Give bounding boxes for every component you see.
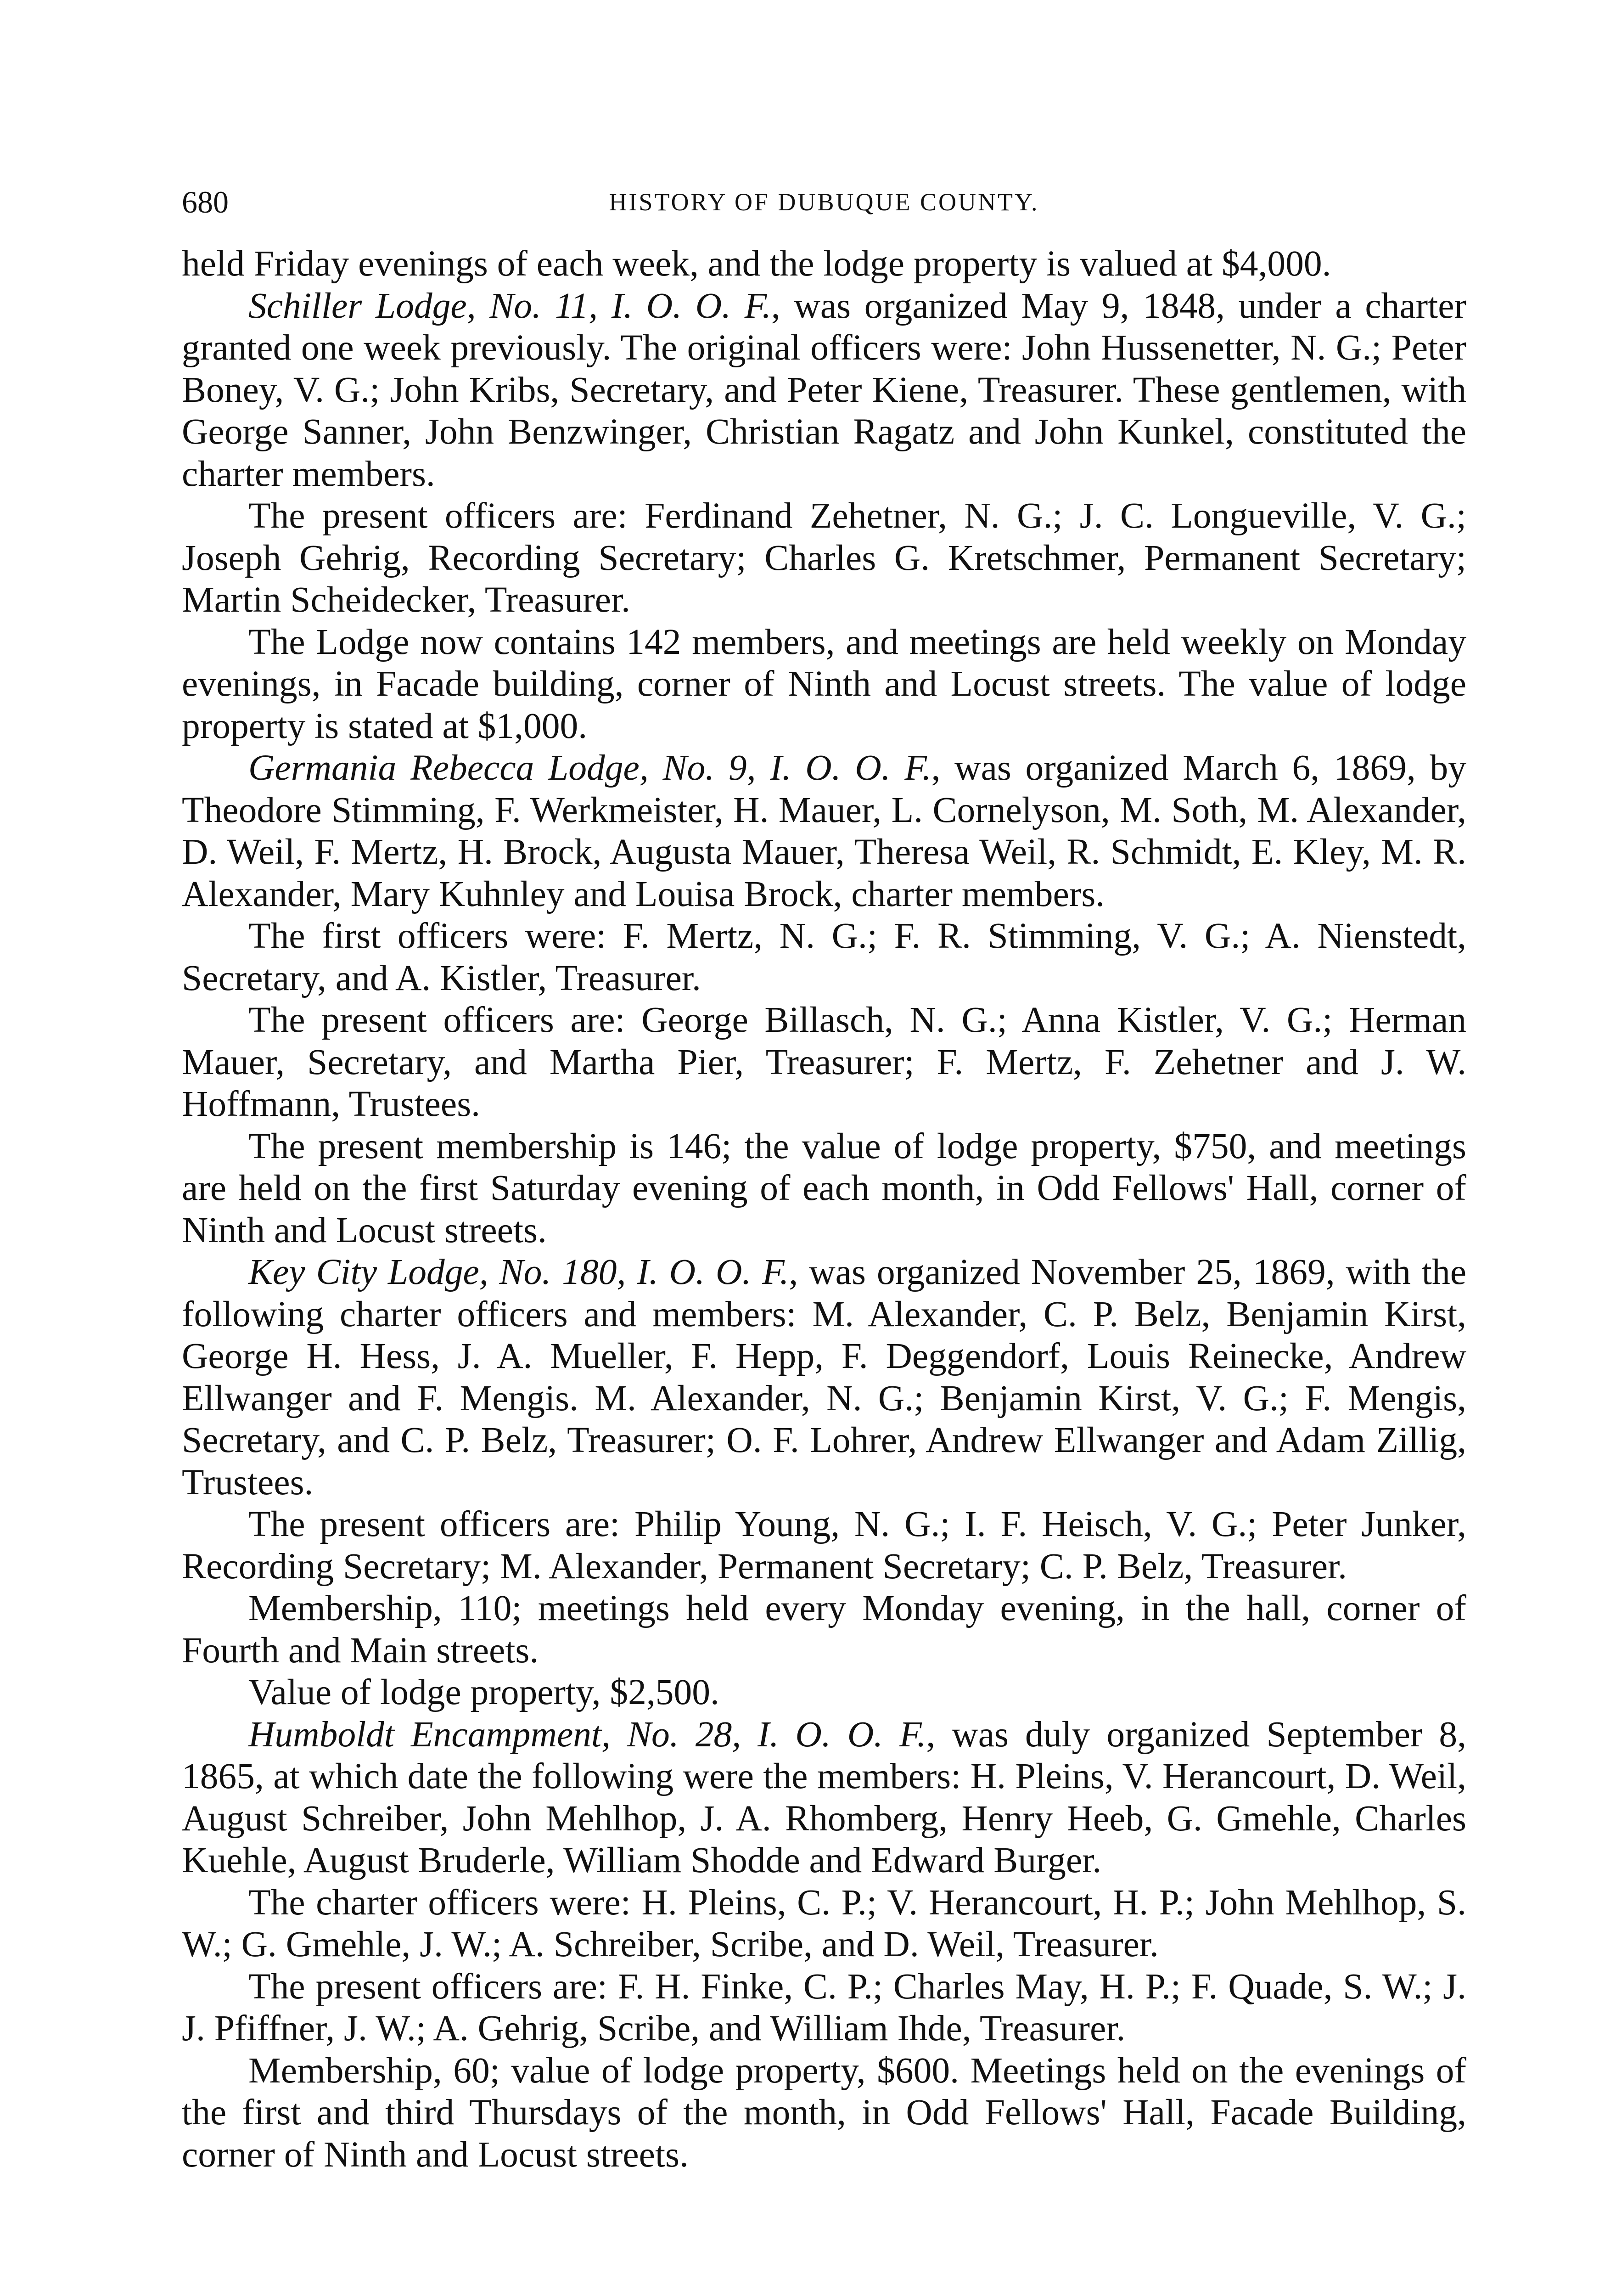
paragraph-text: The present officers are: Ferdinand Zehetner, N. G.; J. C. Longueville, V. G.; Joseph Gehrig, Recording Secretary; Charles G. Kretschmer, Permanent Secretary; Martin Scheidecker, Treasurer. bbox=[182, 495, 1466, 620]
paragraph-text: The present officers are: George Billasch, N. G.; Anna Kistler, V. G.; Herman Mauer, Secretary, and Martha Pier, Treasurer; F. Mertz, F. Zehetner and J. W. Hoffmann, Trustees. bbox=[182, 1000, 1466, 1124]
paragraph-text: , was organized March 6, 1869, by Theodore Stimming, F. Werkmeister, H. Mauer, L. Cornelyson, M. Soth, M. Alexander, D. Weil, F. Mertz, H. Brock, Augusta Mauer, Theresa Weil, R. Schmidt, E. Kley, M. R. Alexander, Mary Kuhnley and Louisa Brock, charter members. bbox=[182, 748, 1467, 914]
paragraph-text: The charter officers were: H. Pleins, C. P.; V. Herancourt, H. P.; John Mehlhop, S. W.; G. Gmehle, J. W.; A. Schreiber, Scribe, and D. Weil, Treasurer. bbox=[182, 1882, 1466, 1964]
body-text bbox=[182, 243, 1466, 2176]
paragraph bbox=[182, 915, 1466, 999]
paragraph-text: The present membership is 146; the value of lodge property, $750, and meetings are held on the first Saturday evening of each month, in Odd Fellows' Hall, corner of Ninth and Locust streets. bbox=[182, 1125, 1466, 1250]
paragraph-text: Value of lodge property, $2,500. bbox=[248, 1672, 719, 1712]
paragraph-text: The first officers were: F. Mertz, N. G.; F. R. Stimming, V. G.; A. Nienstedt, Secretary, and A. Kistler, Treasurer. bbox=[182, 916, 1466, 998]
paragraph-text: , was organized May 9, 1848, under a charter granted one week previously. The original officers were: John Hussenetter, N. G.; Peter Boney, V. G.; John Kribs, Secretary, and Peter Kiene, Treasurer. These gentlemen, with George Sanner, John Benzwinger, Christian Ragatz and John Kunkel, constituted the charter members. bbox=[182, 285, 1466, 494]
paragraph bbox=[182, 1251, 1466, 1503]
lodge-name: Germania Rebecca Lodge, No. 9, I. O. O. F. bbox=[248, 748, 931, 788]
paragraph bbox=[182, 1503, 1466, 1587]
paragraph bbox=[182, 1714, 1466, 1882]
paragraph-text: The Lodge now contains 142 members, and meetings are held weekly on Monday evenings, in Facade building, corner of Ninth and Locust streets. The value of lodge property is stated at $1,000. bbox=[182, 621, 1466, 746]
paragraph bbox=[182, 999, 1466, 1125]
paragraph bbox=[182, 621, 1466, 748]
lodge-name: Schiller Lodge, No. 11, I. O. O. F. bbox=[248, 285, 771, 326]
page-number: 680 bbox=[182, 185, 229, 219]
paragraph bbox=[182, 285, 1466, 495]
paragraph bbox=[182, 747, 1466, 915]
lodge-name: Humboldt Encampment, No. 28, I. O. O. F. bbox=[248, 1714, 926, 1755]
paragraph bbox=[182, 2050, 1466, 2176]
paragraph bbox=[182, 1125, 1466, 1252]
paragraph-text: The present officers are: F. H. Finke, C. P.; Charles May, H. P.; F. Quade, S. W.; J. J. Pfiffner, J. W.; A. Gehrig, Scribe, and William Ihde, Treasurer. bbox=[182, 1966, 1466, 2048]
paragraph bbox=[182, 1966, 1466, 2050]
running-title: HISTORY OF DUBUQUE COUNTY. bbox=[609, 188, 1039, 216]
running-head bbox=[182, 177, 1466, 227]
paragraph bbox=[182, 1671, 1466, 1714]
paragraph bbox=[182, 1587, 1466, 1671]
paragraph-text: The present officers are: Philip Young, N. G.; I. F. Heisch, V. G.; Peter Junker, Recording Secretary; M. Alexander, Permanent Secretary; C. P. Belz, Treasurer. bbox=[182, 1504, 1466, 1587]
paragraph bbox=[182, 495, 1466, 621]
lodge-name: Key City Lodge, No. 180, I. O. O. F. bbox=[248, 1252, 789, 1292]
book-page bbox=[182, 177, 1466, 2176]
paragraph-text: held Friday evenings of each week, and the lodge property is valued at $4,000. bbox=[182, 243, 1331, 284]
paragraph-text: , was organized November 25, 1869, with the following charter officers and members: M. Alexander, C. P. Belz, Benjamin Kirst, George H. Hess, J. A. Mueller, F. Hepp, F. Deggendorf, Louis Reinecke, Andrew Ellwanger and F. Mengis. M. Alexander, N. G.; Benjamin Kirst, V. G.; F. Mengis, Secretary, and C. P. Belz, Treasurer; O. F. Lohrer, Andrew Ellwanger and Adam Zillig, Trustees. bbox=[182, 1252, 1466, 1503]
paragraph bbox=[182, 1882, 1466, 1966]
paragraph-text: Membership, 60; value of lodge property, $600. Meetings held on the evenings of the first and third Thursdays of the month, in Odd Fellows' Hall, Facade Building, corner of Ninth and Locust streets. bbox=[182, 2050, 1466, 2175]
paragraph-text: , was duly organized September 8, 1865, at which date the following were the members: H. Pleins, V. Herancourt, D. Weil, August Schreiber, John Mehlhop, J. A. Rhomberg, Henry Heeb, G. Gmehle, Charles Kuehle, August Bruderle, William Shodde and Edward Burger. bbox=[182, 1714, 1466, 1880]
paragraph-text: Membership, 110; meetings held every Monday evening, in the hall, corner of Fourth and Main streets. bbox=[182, 1588, 1466, 1671]
paragraph bbox=[182, 243, 1466, 285]
